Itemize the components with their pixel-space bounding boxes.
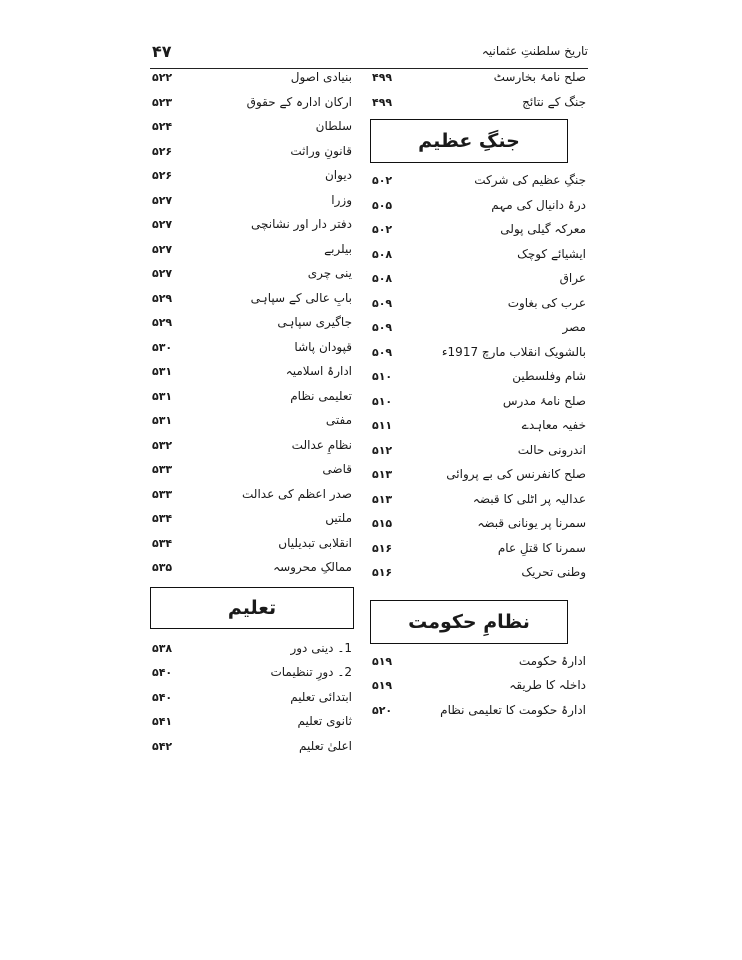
page-number: ۴۷ xyxy=(152,42,172,61)
toc-entry xyxy=(150,238,354,263)
toc-entry-page: ۵۱۳ xyxy=(372,492,393,506)
toc-entry-title: سمرنا کا قتلِ عام xyxy=(497,540,586,555)
toc-entry-title: قپودان پاشا xyxy=(294,339,352,354)
toc-entry-page: ۵۲۷ xyxy=(152,267,173,280)
toc-entry-page: ۵۱۰ xyxy=(372,370,393,383)
toc-entry xyxy=(150,287,354,312)
toc-entry-title: سمرنا پر یونانی قبضہ xyxy=(477,516,586,530)
toc-entry-page: ۴۹۹ xyxy=(372,71,393,84)
section-heading-taleem xyxy=(150,587,354,629)
toc-entry-title: نظامِ عدالت xyxy=(291,437,352,452)
toc-entry-page: ۵۱۲ xyxy=(372,443,393,457)
toc-list xyxy=(370,169,588,586)
toc-entry xyxy=(370,316,588,341)
toc-entry xyxy=(150,66,354,91)
toc-entry-page: ۵۲۲ xyxy=(152,71,173,84)
toc-entry xyxy=(370,169,588,194)
toc-entry-title: سلطان xyxy=(315,119,352,133)
toc-entry-title: اعلیٰ تعلیم xyxy=(299,738,352,753)
toc-entry xyxy=(370,218,588,243)
toc-entry-title: بیلربے xyxy=(324,241,352,256)
toc-entry-title: دیوان xyxy=(324,168,352,182)
toc-left-column xyxy=(150,66,354,759)
toc-entry xyxy=(150,556,354,581)
toc-list xyxy=(150,66,354,581)
toc-entry xyxy=(150,189,354,214)
toc-entry xyxy=(370,512,588,537)
toc-entry xyxy=(150,458,354,483)
toc-entry-page: ۵۰۵ xyxy=(372,198,393,212)
toc-entry xyxy=(150,360,354,385)
toc-entry-page: ۵۲۹ xyxy=(152,291,173,305)
toc-entry-page: ۵۱۰ xyxy=(372,394,393,408)
page-header xyxy=(150,40,588,69)
toc-entry-page: ۵۰۹ xyxy=(372,296,393,310)
toc-list xyxy=(370,66,588,115)
toc-entry-title: بنیادی اصول xyxy=(290,70,352,84)
toc-entry xyxy=(150,637,354,662)
toc-entry-page: ۵۳۱ xyxy=(152,389,173,403)
toc-entry-page: ۵۰۹ xyxy=(372,321,393,334)
section-heading-jang-e-azeem xyxy=(370,119,568,163)
toc-entry-title: ملتیں xyxy=(325,511,352,525)
toc-entry xyxy=(370,341,588,366)
section-heading-nizam-e-hukumat xyxy=(370,600,568,644)
book-title: تاریخ سلطنتِ عثمانیہ xyxy=(481,44,588,58)
toc-entry-page: ۵۱۵ xyxy=(372,517,393,530)
toc-entry xyxy=(150,311,354,336)
toc-entry-title: داخلہ کا طریقہ xyxy=(509,678,586,692)
toc-entry-title: صلح نامۂ بخارسٹ xyxy=(493,70,586,84)
toc-entry-page: ۵۰۸ xyxy=(372,247,393,261)
toc-entry-title: ممالکِ محروسہ xyxy=(273,560,352,574)
toc-entry-page: ۵۳۳ xyxy=(152,487,173,501)
toc-entry xyxy=(150,115,354,140)
toc-entry-title: مفتی xyxy=(325,413,352,427)
toc-entry-title: عدالیہ پر اٹلی کا قبضہ xyxy=(472,491,586,506)
toc-entry-title: ادارۂ اسلامیہ xyxy=(285,364,352,378)
toc-entry xyxy=(370,243,588,268)
toc-entry-page: ۵۳۱ xyxy=(152,414,173,427)
toc-entry-page: ۵۱۳ xyxy=(372,468,393,481)
toc-entry-page: ۵۰۹ xyxy=(372,345,393,359)
toc-entry-title: ایشیائے کوچک xyxy=(517,246,586,261)
toc-entry-title: وطنی تحریک xyxy=(521,565,586,579)
toc-entry-page: ۵۱۶ xyxy=(372,566,393,579)
toc-entry-page: ۵۱۹ xyxy=(372,654,393,668)
toc-entry-page: ۵۳۲ xyxy=(152,438,173,452)
toc-entry-title: 2۔ دورِ تنظیمات xyxy=(270,665,352,679)
toc-entry-title: ثانوی تعلیم xyxy=(297,714,352,728)
toc-entry-page: ۵۲۷ xyxy=(152,218,173,231)
toc-entry xyxy=(370,537,588,562)
toc-entry-page: ۵۲۹ xyxy=(152,316,173,329)
toc-entry-title: تعلیمی نظام xyxy=(290,388,352,403)
toc-entry-page: ۵۱۹ xyxy=(372,679,393,692)
toc-entry xyxy=(370,91,588,116)
toc-entry-page: ۵۲۴ xyxy=(152,120,173,133)
toc-entry xyxy=(150,91,354,116)
toc-entry-page: ۵۳۴ xyxy=(152,536,173,550)
toc-entry xyxy=(370,292,588,317)
toc-entry-page: ۵۴۰ xyxy=(152,690,173,704)
toc-entry-title: انقلابی تبدیلیاں xyxy=(278,535,352,550)
toc-entry-page: ۵۱۱ xyxy=(372,419,393,432)
toc-entry-page: ۵۱۶ xyxy=(372,541,393,555)
toc-entry xyxy=(370,699,588,724)
toc-entry-page: ۵۴۰ xyxy=(152,666,173,679)
toc-entry-title: قاضی xyxy=(322,462,352,476)
toc-entry-page: ۵۳۳ xyxy=(152,463,173,476)
toc-entry xyxy=(370,463,588,488)
toc-entry xyxy=(150,532,354,557)
toc-entry-title: اندرونی حالت xyxy=(517,442,586,457)
toc-entry-title: ینی چری xyxy=(307,266,352,280)
toc-entry xyxy=(150,483,354,508)
toc-entry xyxy=(150,164,354,189)
toc-entry xyxy=(370,488,588,513)
toc-entry-title: بابِ عالی کے سپاہی xyxy=(250,290,352,305)
toc-entry xyxy=(150,140,354,165)
toc-entry-title: ابتدائی تعلیم xyxy=(290,689,352,704)
toc-entry xyxy=(370,194,588,219)
toc-entry-title: ادارۂ حکومت کا تعلیمی نظام xyxy=(440,702,586,717)
toc-entry-page: ۵۳۱ xyxy=(152,365,173,378)
toc-entry-page: ۵۲۷ xyxy=(152,193,173,207)
section-heading-text: تعلیم xyxy=(227,596,277,619)
toc-entry-title: دفتر دار اور نشانچی xyxy=(251,217,352,231)
toc-list xyxy=(150,637,354,760)
toc-entry xyxy=(150,710,354,735)
toc-entry-title: جاگیری سپاہی xyxy=(277,315,352,329)
toc-entry-page: ۵۴۱ xyxy=(152,715,173,728)
toc-entry-page: ۵۲۰ xyxy=(372,703,393,717)
section-heading-text: جنگِ عظیم xyxy=(418,130,520,152)
toc-entry-title: معرکہ گیلی پولی xyxy=(500,222,586,236)
toc-entry xyxy=(370,561,588,586)
toc-entry-page: ۵۲۶ xyxy=(152,169,173,182)
toc-entry-title: جنگِ عظیم کی شرکت xyxy=(474,173,586,187)
toc-entry-title: قانونِ وراثت xyxy=(290,143,352,158)
toc-entry xyxy=(370,390,588,415)
toc-entry-page: ۵۴۲ xyxy=(152,739,173,753)
toc-entry xyxy=(370,439,588,464)
toc-entry xyxy=(370,267,588,292)
toc-entry-title: جنگ کے نتائج xyxy=(522,94,586,109)
toc-entry-page: ۵۲۶ xyxy=(152,144,173,158)
toc-entry xyxy=(370,365,588,390)
toc-entry-page: ۵۳۸ xyxy=(152,641,173,655)
toc-entry-title: عرب کی بغاوت xyxy=(507,295,586,310)
toc-entry-page: ۵۲۷ xyxy=(152,242,173,256)
toc-entry xyxy=(150,507,354,532)
toc-entry-title: خفیہ معاہدے xyxy=(521,418,586,432)
toc-right-column xyxy=(370,66,588,723)
toc-entry xyxy=(150,434,354,459)
toc-entry xyxy=(370,650,588,675)
toc-entry-page: ۵۰۲ xyxy=(372,174,393,187)
toc-entry-page: ۵۳۵ xyxy=(152,561,173,574)
toc-entry xyxy=(150,336,354,361)
section-heading-text: نظامِ حکومت xyxy=(408,610,530,633)
toc-entry xyxy=(150,262,354,287)
toc-entry-title: درۂ دانیال کی مہم xyxy=(491,197,586,212)
toc-entry-title: بالشویک انقلاب مارچ 1917ء xyxy=(441,344,586,359)
toc-entry-title: صلح کانفرنس کی بے پروائی xyxy=(446,467,586,481)
toc-entry xyxy=(150,213,354,238)
toc-entry xyxy=(150,661,354,686)
toc-entry-title: مصر xyxy=(562,320,586,334)
toc-entry xyxy=(150,735,354,760)
toc-entry-title: عراق xyxy=(559,271,586,285)
toc-list xyxy=(370,650,588,724)
toc-entry xyxy=(370,66,588,91)
toc-entry-page: ۵۰۸ xyxy=(372,272,393,285)
toc-entry-title: 1۔ دینی دور xyxy=(290,640,352,655)
toc-entry-page: ۵۳۴ xyxy=(152,512,173,525)
toc-entry xyxy=(370,414,588,439)
toc-entry xyxy=(150,409,354,434)
toc-entry-title: صلح نامۂ مدرس xyxy=(502,393,586,408)
toc-entry xyxy=(370,674,588,699)
toc-entry xyxy=(150,385,354,410)
toc-entry-title: صدر اعظم کی عدالت xyxy=(242,486,352,501)
toc-entry-title: ادارۂ حکومت xyxy=(518,653,586,668)
toc-entry-page: ۵۳۰ xyxy=(152,340,173,354)
toc-entry-page: ۵۰۲ xyxy=(372,223,393,236)
toc-entry-title: ارکان ادارہ کے حقوق xyxy=(246,94,352,109)
toc-entry-title: وزرا xyxy=(331,192,352,207)
toc-entry-title: شام وفلسطین xyxy=(512,369,586,383)
toc-entry-page: ۵۲۳ xyxy=(152,95,173,109)
toc-entry-page: ۴۹۹ xyxy=(372,95,393,109)
toc-entry xyxy=(150,686,354,711)
